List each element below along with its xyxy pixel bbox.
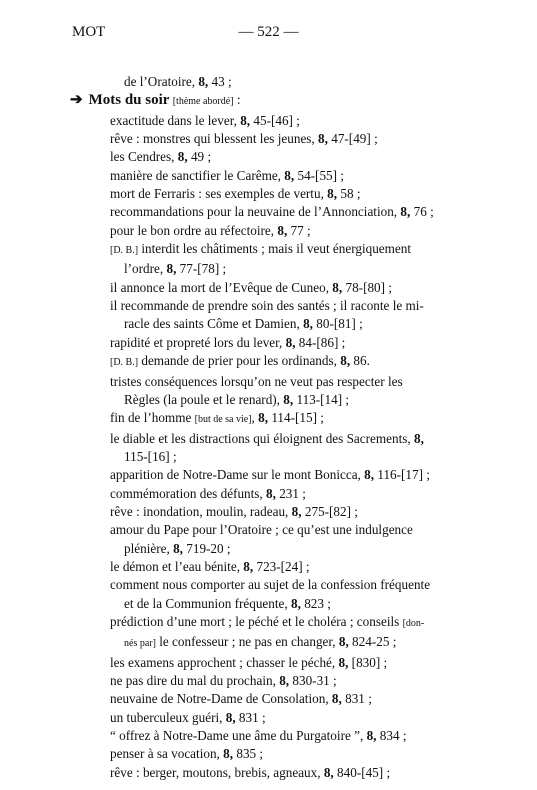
- entry-text: Règles (la poule et le renard),: [124, 391, 284, 407]
- volume-number: 8,: [364, 467, 375, 483]
- entry-text: plénière,: [124, 540, 174, 556]
- index-line: [110, 315, 472, 333]
- entry-text: 231 ;: [275, 485, 306, 501]
- index-line: [110, 633, 472, 653]
- entry-text: 80-[81] ;: [312, 316, 363, 332]
- index-line: [110, 185, 472, 203]
- entry-text: 831 ;: [235, 709, 266, 725]
- volume-number: 8,: [291, 503, 302, 519]
- index-line: [110, 672, 472, 690]
- index-line: [110, 690, 472, 708]
- entry-text: nés par]: [124, 638, 156, 650]
- volume-number: 8,: [283, 391, 294, 407]
- volume-number: 8,: [198, 74, 209, 89]
- index-line: [110, 297, 472, 315]
- entry-text: 47-[49] ;: [327, 131, 378, 147]
- index-line: [110, 485, 472, 503]
- entry-text: [don-: [402, 617, 425, 629]
- index-entries: [70, 73, 472, 782]
- index-line: [110, 409, 472, 429]
- entry-text: 275-[82] ;: [301, 503, 358, 519]
- entry-text: 723-[24] ;: [253, 558, 310, 574]
- index-line: [110, 654, 472, 672]
- entry-text: [D. B.]: [110, 245, 139, 257]
- entry-text: 54-[55] ;: [294, 167, 344, 183]
- entry-text: l’ordre,: [124, 261, 167, 277]
- index-line: [110, 558, 472, 576]
- volume-number: 8,: [323, 764, 334, 780]
- index-line: [110, 430, 472, 448]
- volume-number: 8,: [173, 540, 183, 556]
- index-line: [110, 73, 472, 91]
- entry-text: 49 ;: [187, 149, 212, 165]
- entry-text: amour du Pape pour l’Oratoire ; ce qu’est une indulgence: [110, 522, 413, 538]
- entry-text: 835 ;: [233, 746, 264, 762]
- entry-text: 824-25 ;: [348, 634, 397, 650]
- entry-text: [but de sa vie]: [194, 414, 252, 426]
- volume-number: 8,: [285, 334, 296, 350]
- volume-number: 8,: [223, 746, 234, 762]
- volume-number: 8,: [366, 728, 377, 744]
- volume-number: 8,: [318, 131, 328, 147]
- volume-number: 8,: [277, 222, 288, 238]
- entry-text: 86.: [350, 353, 370, 369]
- entry-text: rêve : inondation, moulin, radeau,: [110, 503, 292, 519]
- index-line: [110, 240, 472, 260]
- index-line: [110, 391, 472, 409]
- entry-text: demande de prier pour les ordinands,: [138, 353, 341, 369]
- entry-text: 834 ;: [376, 728, 407, 744]
- volume-number: 8,: [331, 691, 342, 707]
- index-line: [110, 203, 472, 221]
- index-line: [110, 540, 472, 558]
- index-line: [110, 112, 472, 130]
- volume-number: 8,: [284, 167, 295, 183]
- entry-text: 43 ;: [208, 74, 232, 89]
- volume-number: 8,: [413, 430, 424, 446]
- entry-text: 719-20 ;: [182, 540, 231, 556]
- entry-text: rêve : monstres qui blessent les jeunes,: [110, 131, 319, 147]
- entry-text: rapidité et propreté lors du lever,: [110, 334, 286, 350]
- entry-text: 77 ;: [287, 222, 311, 238]
- volume-number: 8,: [166, 261, 177, 277]
- running-head: MOT: [72, 24, 106, 40]
- entry-text: fin de l’homme: [110, 410, 195, 426]
- index-line: [110, 576, 472, 594]
- index-line: [110, 727, 472, 745]
- entry-text: exactitude dans le lever,: [110, 112, 241, 128]
- entry-text: mort de Ferraris : ses exemples de vertu,: [110, 186, 328, 202]
- index-line: [110, 222, 472, 240]
- index-line: [110, 167, 472, 185]
- index-line: [110, 279, 472, 297]
- entry-text: Mots du soir: [88, 92, 170, 109]
- volume-number: 8,: [338, 654, 349, 670]
- entry-text: commémoration des défunts,: [110, 485, 267, 501]
- index-line: [110, 466, 472, 484]
- volume-number: 8,: [327, 186, 338, 202]
- volume-number: 8,: [240, 112, 251, 128]
- index-line: [110, 764, 472, 782]
- entry-text: 84-[86] ;: [295, 334, 346, 350]
- entry-text: tristes conséquences lorsqu’on ne veut pas respecter les: [110, 373, 403, 389]
- volume-number: 8,: [279, 673, 290, 688]
- entry-text: prédiction d’une mort ; le péché et le choléra ; conseils: [110, 613, 403, 629]
- entry-text: “ offrez à Notre-Dame une âme du Purgatoire ”,: [110, 728, 367, 744]
- entry-text: 78-[80] ;: [342, 279, 392, 295]
- index-line: [110, 148, 472, 166]
- entry-text: et de la Communion fréquente,: [124, 595, 291, 611]
- index-line: [110, 709, 472, 727]
- volume-number: 8,: [332, 279, 343, 295]
- arrow-icon: ➔: [70, 92, 83, 109]
- volume-number: 8,: [258, 410, 269, 426]
- index-line: [110, 503, 472, 521]
- entry-text: [thème abordé]: [172, 96, 234, 108]
- index-line: [110, 521, 472, 539]
- section-heading: [70, 91, 472, 111]
- volume-number: 8,: [340, 353, 351, 369]
- entry-text: ,: [251, 410, 259, 426]
- entry-text: 823 ;: [300, 595, 331, 611]
- entry-text: il recommande de prendre soin des santés ; il raconte le mi-: [110, 298, 424, 314]
- index-line: [110, 334, 472, 352]
- entry-text: interdit les châtiments ; mais il veut énergiquement: [138, 241, 412, 257]
- index-line: [110, 373, 472, 391]
- entry-text: 113-[14] ;: [293, 391, 350, 407]
- entry-text: 76 ;: [410, 204, 434, 220]
- entry-text: un tuberculeux guéri,: [110, 709, 226, 725]
- entry-text: le confesseur ; ne pas en changer,: [155, 634, 339, 650]
- volume-number: 8,: [291, 595, 301, 611]
- entry-text: 45-[46] ;: [250, 112, 300, 128]
- volume-number: 8,: [266, 485, 276, 501]
- index-line: [110, 613, 472, 633]
- index-line: [110, 352, 472, 372]
- entry-text: les Cendres,: [110, 149, 178, 165]
- entry-text: pour le bon ordre au réfectoire,: [110, 222, 278, 238]
- entry-text: de l’Oratoire,: [124, 74, 199, 89]
- index-line: [110, 745, 472, 763]
- entry-text: 831 ;: [341, 691, 372, 707]
- entry-text: 830-31 ;: [289, 673, 337, 688]
- entry-text: racle des saints Côme et Damien,: [124, 316, 304, 332]
- entry-text: :: [233, 92, 241, 108]
- entry-text: [830] ;: [348, 654, 388, 670]
- entry-text: apparition de Notre-Dame sur le mont Bonicca,: [110, 467, 365, 483]
- entry-text: [D. B.]: [110, 357, 139, 369]
- index-line: [110, 595, 472, 613]
- volume-number: 8,: [225, 709, 236, 725]
- index-line: [110, 130, 472, 148]
- entry-text: 115-[16] ;: [124, 448, 177, 464]
- entry-text: 840-[45] ;: [333, 764, 391, 780]
- index-line: [110, 448, 472, 466]
- entry-text: le démon et l’eau bénite,: [110, 558, 244, 574]
- entry-text: rêve : berger, moutons, brebis, agneaux,: [110, 764, 324, 780]
- index-line: [110, 260, 472, 278]
- entry-text: ne pas dire du mal du prochain,: [110, 673, 280, 688]
- entry-text: 77-[78] ;: [176, 261, 227, 277]
- volume-number: 8,: [338, 634, 349, 650]
- entry-text: le diable et les distractions qui éloignent des Sacrements,: [110, 430, 414, 446]
- page-number: — 522 —: [238, 24, 299, 40]
- entry-text: neuvaine de Notre-Dame de Consolation,: [110, 691, 332, 707]
- entry-text: manière de sanctifier le Carême,: [110, 167, 285, 183]
- entry-text: 114-[15] ;: [268, 410, 324, 426]
- entry-text: penser à sa vocation,: [110, 746, 224, 762]
- entry-text: il annonce la mort de l’Evêque de Cuneo,: [110, 279, 333, 295]
- volume-number: 8,: [177, 149, 188, 165]
- entry-text: 116-[17] ;: [374, 467, 430, 483]
- entry-text: 58 ;: [337, 186, 361, 202]
- volume-number: 8,: [400, 204, 411, 220]
- volume-number: 8,: [303, 316, 313, 332]
- entry-text: les examens approchent ; chasser le péché,: [110, 654, 339, 670]
- entry-text: comment nous comporter au sujet de la confession fréquente: [110, 577, 431, 593]
- volume-number: 8,: [243, 558, 254, 574]
- entry-text: recommandations pour la neuvaine de l’Annonciation,: [110, 204, 401, 220]
